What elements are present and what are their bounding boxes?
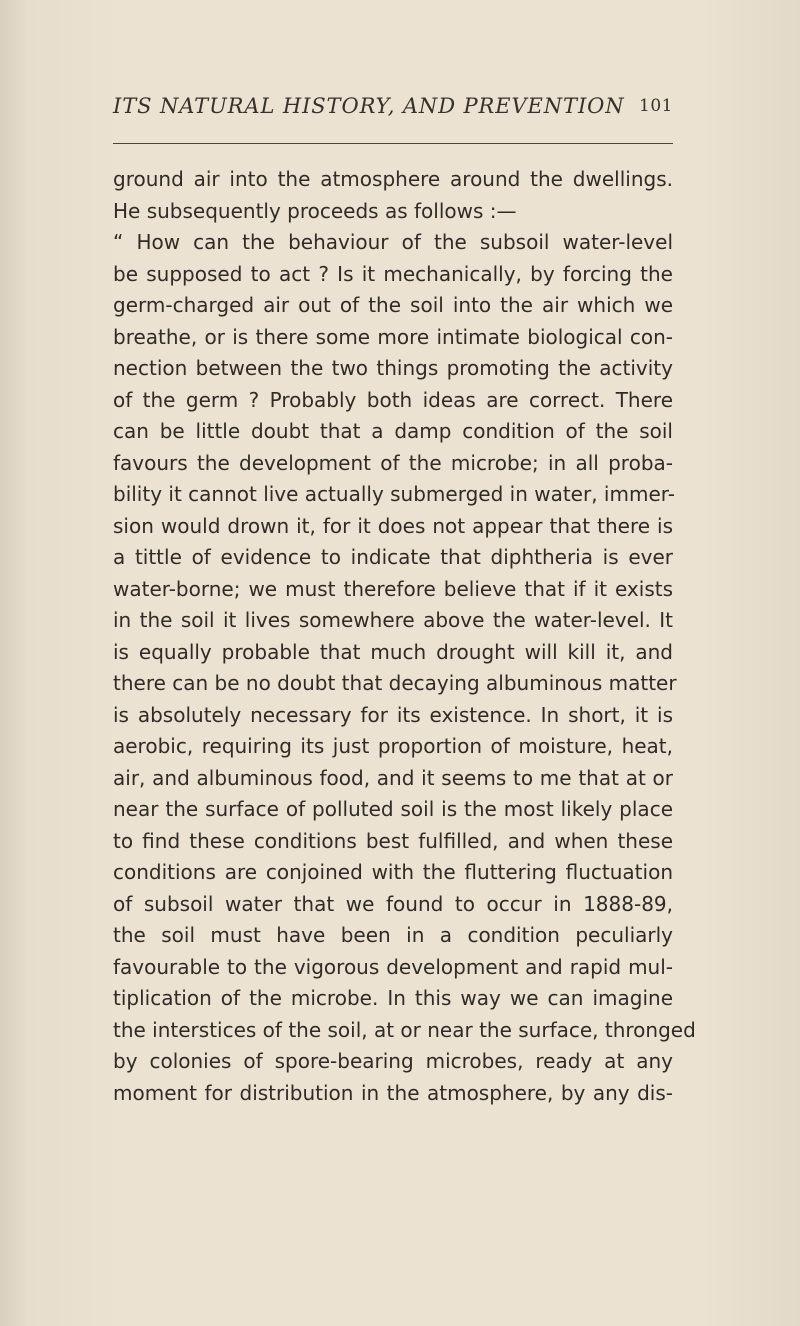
header-rule [113, 143, 673, 144]
text-line: favourable to the vigorous development and rapid mul- [113, 954, 673, 979]
text-line: aerobic, requiring its just proportion of moisture, heat, [113, 734, 673, 758]
text-line: a tittle of evidence to indicate that diphtheria is ever [113, 545, 673, 569]
text-line: of the germ ? Probably both ideas are correct. There [113, 387, 673, 412]
text-line: He subsequently proceeds as follows :— [113, 198, 517, 223]
text-line: is absolutely necessary for its existence. In short, it is [113, 702, 673, 727]
text-line: there can be no doubt that decaying albuminous matter [113, 671, 677, 695]
text-line: “ How can the behaviour of the subsoil water-level [113, 230, 673, 254]
text-line: the soil must have been in a condition peculiarly [113, 923, 673, 947]
text-line: ground air into the atmosphere around the dwellings. [113, 167, 673, 191]
text-line: be supposed to act ? Is it mechanically, by forcing the [113, 261, 673, 286]
text-line: breathe, or is there some more intimate biological con- [113, 324, 673, 349]
text-line: in the soil it lives somewhere above the water-level. It [113, 608, 673, 632]
text-line: the interstices of the soil, at or near the surface, thronged [113, 1017, 696, 1042]
text-line: air, and albuminous food, and it seems to me that at or [113, 765, 673, 790]
text-line: conditions are conjoined with the fluttering fluctuation [113, 860, 673, 884]
text-line: water-borne; we must therefore believe that if it exists [113, 576, 673, 601]
text-line: of subsoil water that we found to occur in 1888-89, [113, 891, 673, 916]
text-line: favours the development of the microbe; in all proba- [113, 450, 673, 475]
running-title: ITS NATURAL HISTORY, AND PREVENTION [113, 94, 625, 118]
text-line: bility it cannot live actually submerged in water, immer- [113, 482, 675, 506]
text-line: moment for distribution in the atmosphere, by any dis- [113, 1080, 673, 1105]
text-line: by colonies of spore-bearing microbes, ready at any [113, 1049, 673, 1073]
text-line: is equally probable that much drought will kill it, and [113, 639, 673, 664]
text-line: near the surface of polluted soil is the most likely place [113, 797, 673, 821]
text-line: tiplication of the microbe. In this way we can imagine [113, 986, 673, 1010]
text-line: germ-charged air out of the soil into the air which we [113, 293, 673, 317]
running-head [113, 94, 673, 128]
text-line: sion would drown it, for it does not appear that there is [113, 513, 673, 538]
text-line: can be little doubt that a damp condition of the soil [113, 419, 673, 443]
text-line: nection between the two things promoting the activity [113, 356, 673, 380]
body-text [113, 164, 696, 1109]
text-line: to find these conditions best fulfilled, and when these [113, 828, 673, 853]
page-number: 101 [639, 96, 673, 116]
